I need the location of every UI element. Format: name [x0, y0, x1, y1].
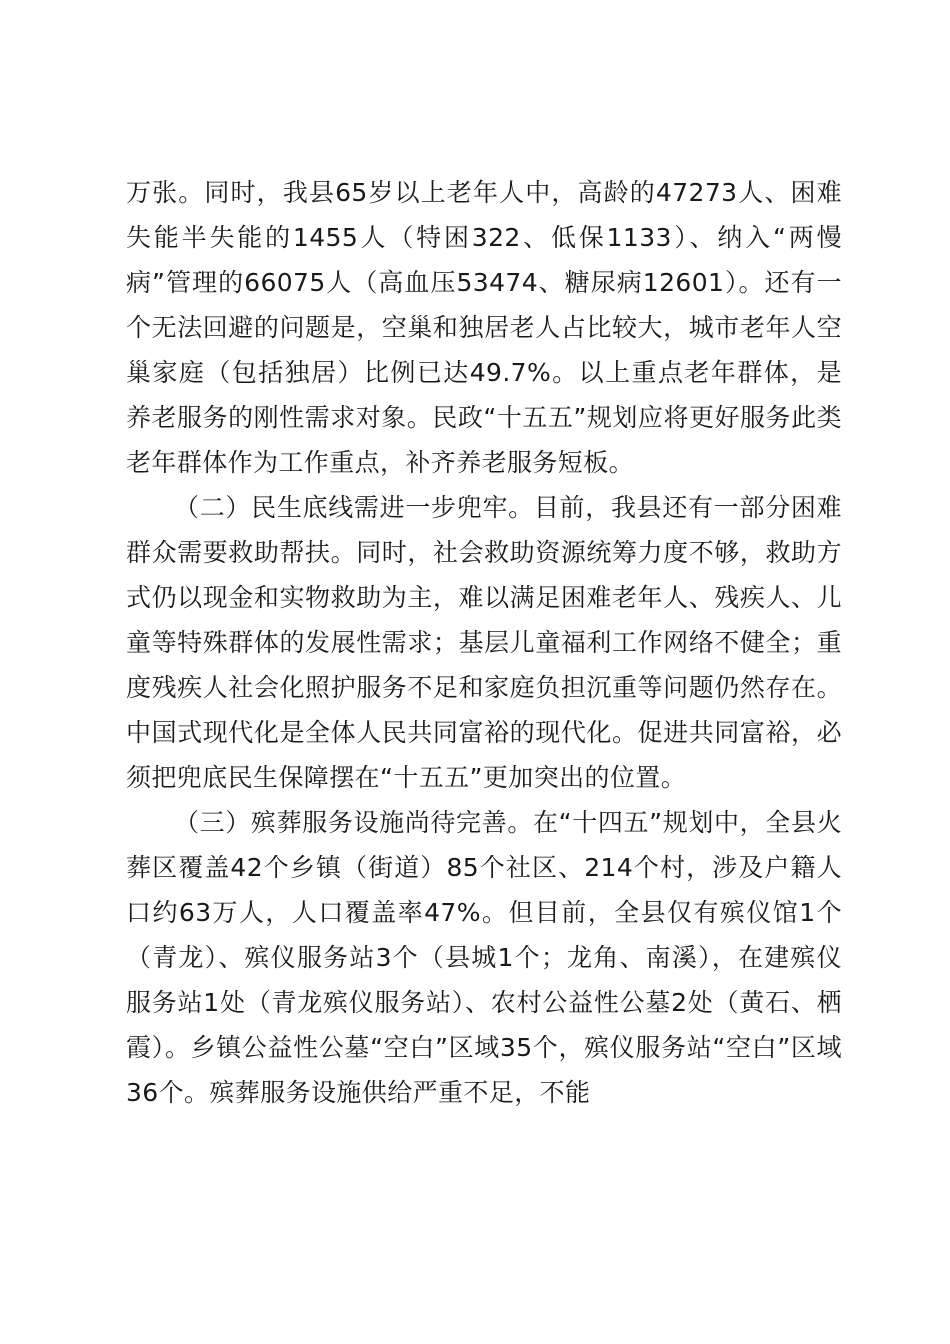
document-body: [126, 170, 842, 1115]
paragraph-elderly-care-continued: 万张。同时，我县65岁以上老年人中，高龄的47273人、困难失能半失能的1455人（特困322、低保1133）、纳入“两慢病”管理的66075人（高血压53474、糖尿病12601）。还有一个无法回避的问题是，空巢和独居老人占比较大，城市老年人空巢家庭（包括独居）比例已达49.7%。以上重点老年群体，是养老服务的刚性需求对象。民政“十五五”规划应将更好服务此类老年群体作为工作重点，补齐养老服务短板。: [126, 178, 842, 477]
paragraph-livelihood-baseline: （二）民生底线需进一步兜牢。目前，我县还有一部分困难群众需要救助帮扶。同时，社会救助资源统筹力度不够，救助方式仍以现金和实物救助为主，难以满足困难老年人、残疾人、儿童等特殊群体的发展性需求；基层儿童福利工作网络不健全；重度残疾人社会化照护服务不足和家庭负担沉重等问题仍然存在。中国式现代化是全体人民共同富裕的现代化。促进共同富裕，必须把兜底民生保障摆在“十五五”更加突出的位置。: [126, 493, 842, 792]
paragraph-funeral-facilities: （三）殡葬服务设施尚待完善。在“十四五”规划中，全县火葬区覆盖42个乡镇（街道）85个社区、214个村，涉及户籍人口约63万人，人口覆盖率47%。但目前，全县仅有殡仪馆1个（青龙）、殡仪服务站3个（县城1个；龙角、南溪），在建殡仪服务站1处（青龙殡仪服务站）、农村公益性公墓2处（黄石、栖霞）。乡镇公益性公墓“空白”区域35个，殡仪服务站“空白”区域36个。殡葬服务设施供给严重不足，不能: [126, 808, 842, 1107]
